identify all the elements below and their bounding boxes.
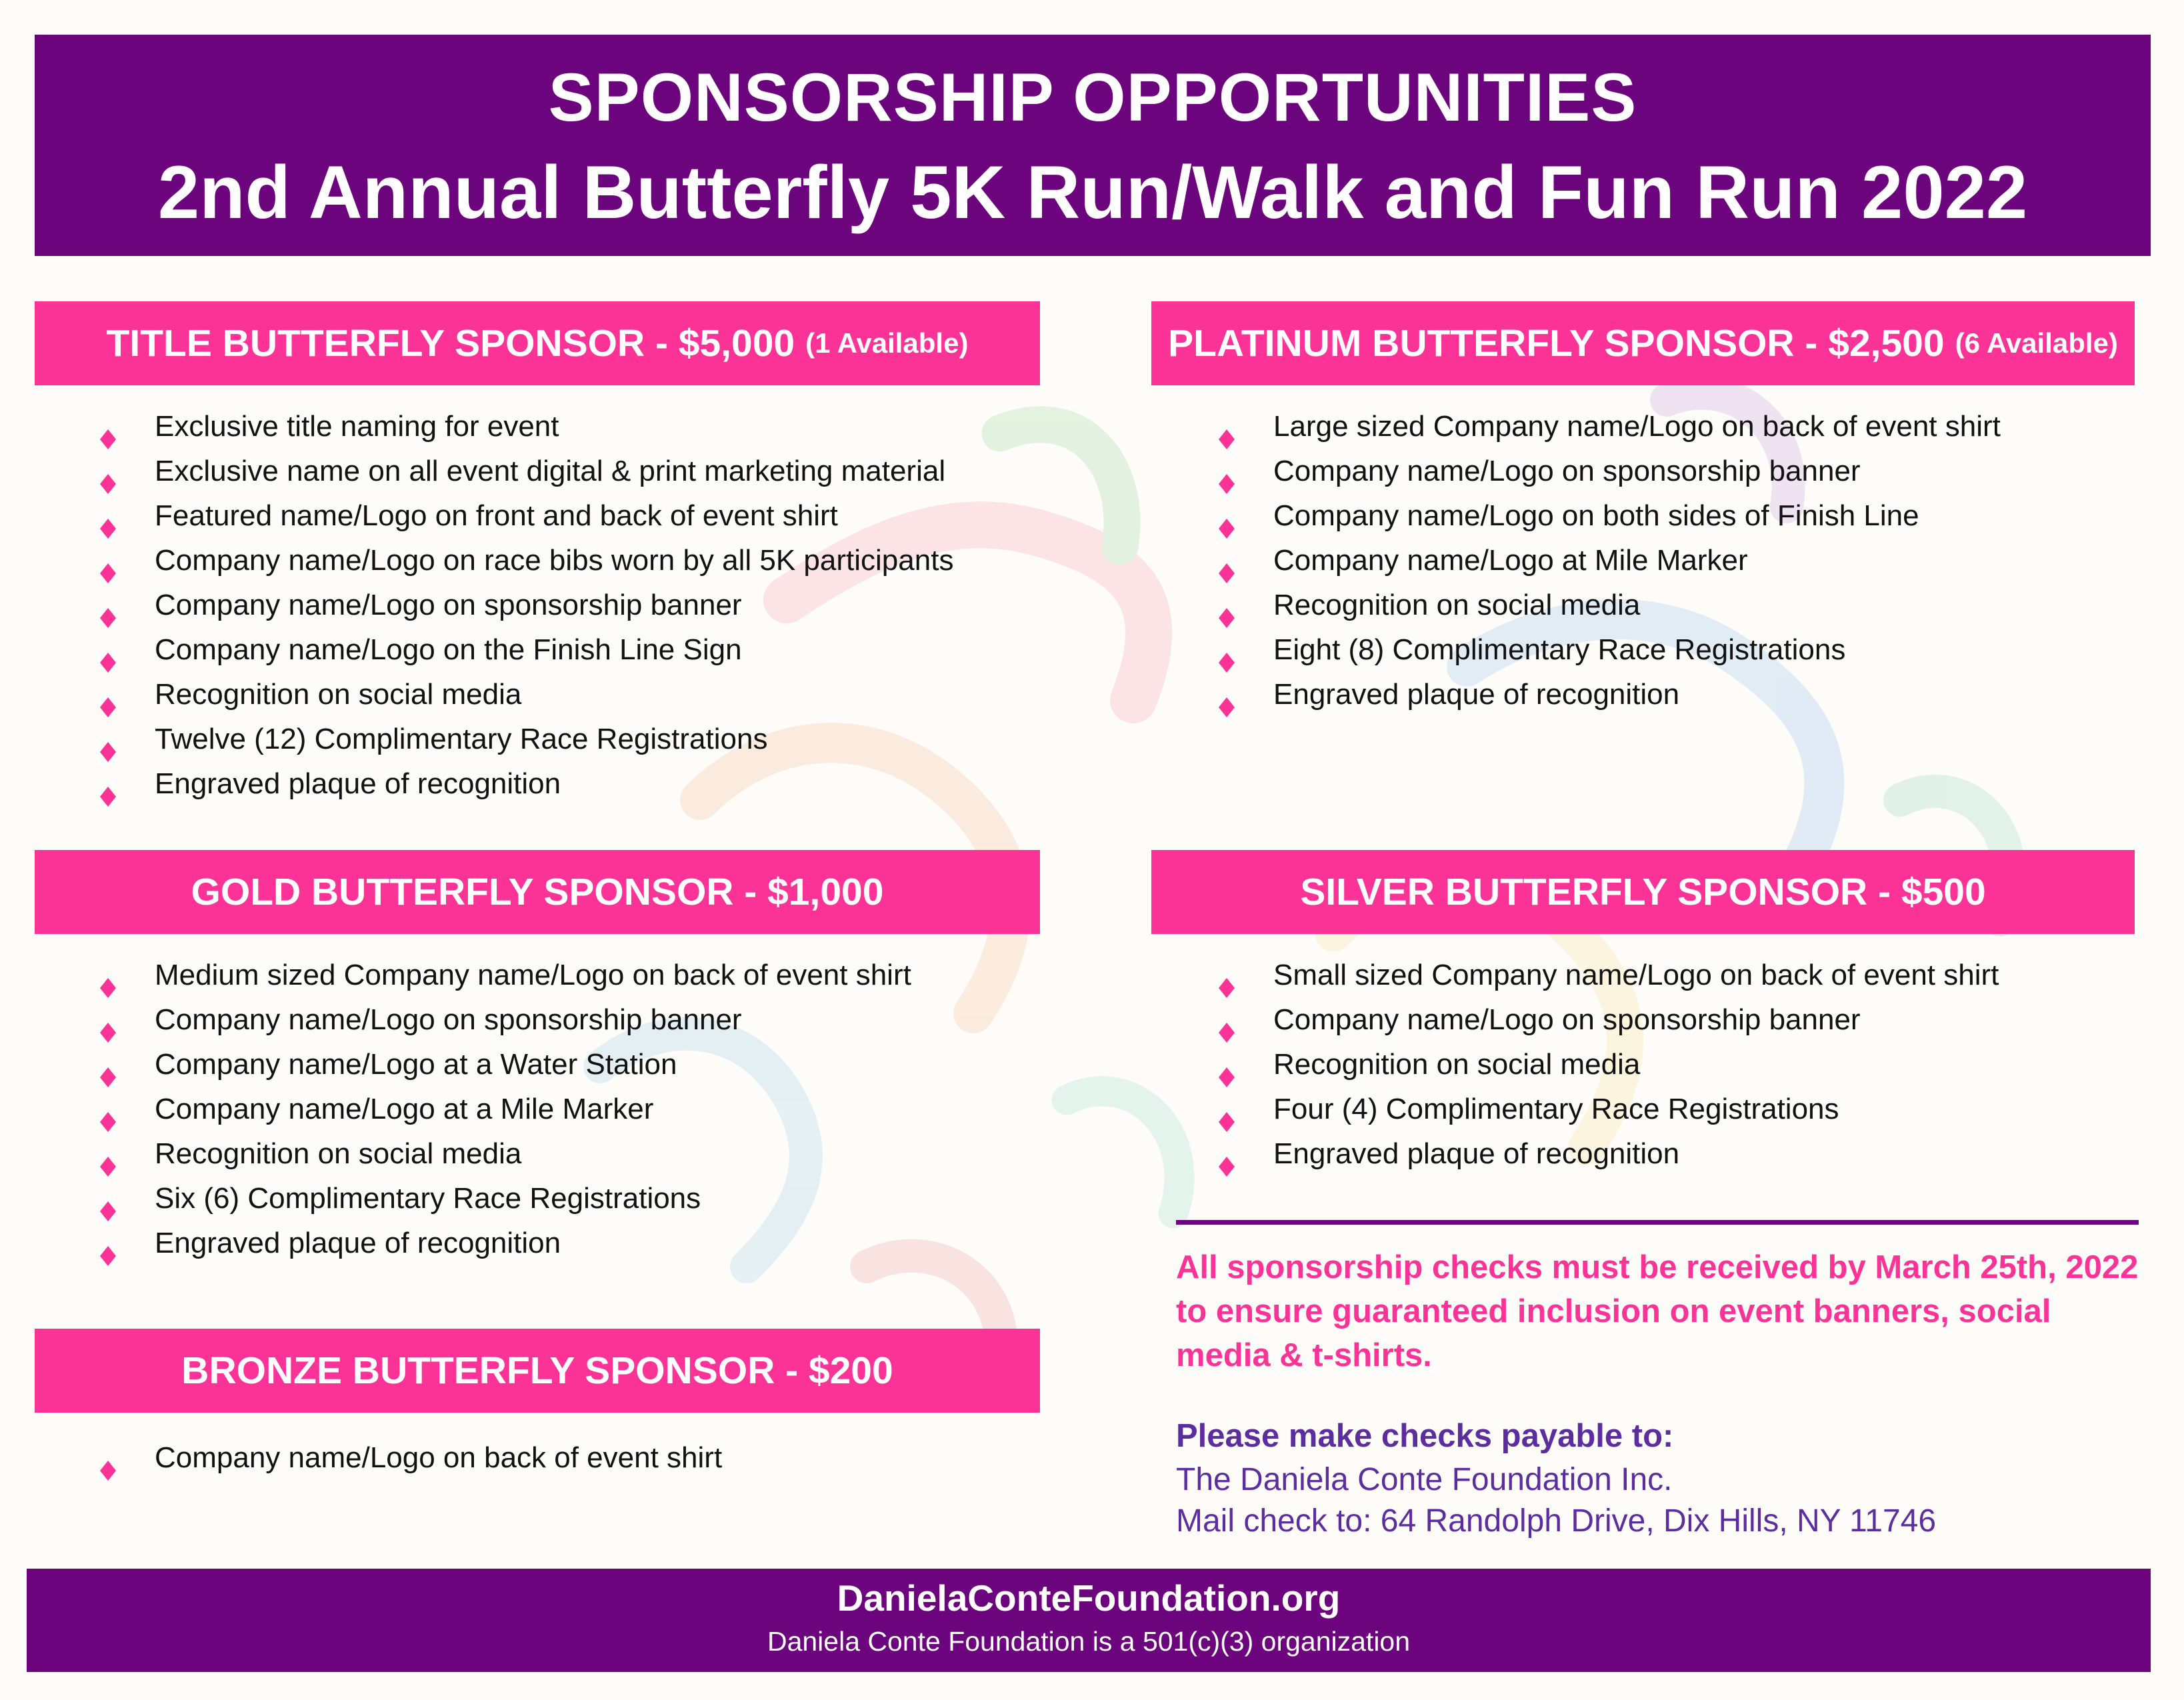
diamond-bullet-icon — [100, 507, 116, 527]
diamond-bullet-icon — [1219, 462, 1235, 482]
tier-bronze-benefits — [35, 1435, 722, 1480]
benefit-item: Company name/Logo at a Mile Marker — [35, 1087, 911, 1131]
tier-gold-benefits — [35, 953, 911, 1265]
diamond-bullet-icon — [100, 685, 116, 705]
benefit-item: Company name/Logo on sponsorship banner — [1153, 449, 2001, 493]
tier-gold-header — [35, 850, 1040, 934]
benefit-item: Twelve (12) Complimentary Race Registrations — [35, 717, 953, 761]
tier-platinum-name: PLATINUM BUTTERFLY SPONSOR - $2,500 — [1168, 322, 1945, 365]
event-subtitle: 2nd Annual Butterfly 5K Run/Walk and Fun Run 2022 — [157, 151, 2028, 234]
tier-title-benefits — [35, 404, 953, 806]
tier-bronze-header — [35, 1329, 1040, 1413]
benefit-item: Company name/Logo on the Finish Line Sign — [35, 627, 953, 672]
benefit-item: Company name/Logo on sponsorship banner — [35, 997, 911, 1042]
benefit-item: Engraved plaque of recognition — [1153, 672, 2001, 717]
benefit-item: Eight (8) Complimentary Race Registrations — [1153, 627, 2001, 672]
tier-silver-name: SILVER BUTTERFLY SPONSOR - $500 — [1300, 871, 1986, 913]
website-link[interactable]: DanielaConteFoundation.org — [837, 1577, 1341, 1619]
diamond-bullet-icon — [1219, 551, 1235, 571]
tier-platinum-availability: (6 Available) — [1955, 327, 2118, 359]
benefit-item: Company name/Logo on sponsorship banner — [1153, 997, 1999, 1042]
benefit-item: Exclusive name on all event digital & print marketing material — [35, 449, 953, 493]
benefit-item: Four (4) Complimentary Race Registrations — [1153, 1087, 1999, 1131]
benefit-item: Recognition on social media — [35, 672, 953, 717]
benefit-item: Six (6) Complimentary Race Registrations — [35, 1176, 911, 1221]
tier-title-availability: (1 Available) — [805, 327, 969, 359]
mailing-address: Mail check to: 64 Randolph Drive, Dix Hills, NY 11746 — [1176, 1503, 1937, 1539]
benefit-item: Featured name/Logo on front and back of event shirt — [35, 493, 953, 538]
footer-banner — [27, 1569, 2151, 1672]
tier-platinum-header — [1151, 301, 2135, 385]
diamond-bullet-icon — [100, 462, 116, 482]
diamond-bullet-icon — [1219, 417, 1235, 437]
diamond-bullet-icon — [1219, 596, 1235, 616]
diamond-bullet-icon — [1219, 1145, 1235, 1165]
diamond-bullet-icon — [100, 1055, 116, 1075]
benefit-item: Company name/Logo at Mile Marker — [1153, 538, 2001, 583]
page-title: SPONSORSHIP OPPORTUNITIES — [548, 59, 1637, 135]
payable-heading: Please make checks payable to: — [1176, 1418, 1674, 1454]
diamond-bullet-icon — [100, 966, 116, 986]
benefit-item: Company name/Logo at a Water Station — [35, 1042, 911, 1087]
benefit-item: Company name/Logo on race bibs worn by all 5K participants — [35, 538, 953, 583]
benefit-item: Company name/Logo on sponsorship banner — [35, 583, 953, 627]
diamond-bullet-icon — [100, 1145, 116, 1165]
diamond-bullet-icon — [1219, 1011, 1235, 1031]
diamond-bullet-icon — [100, 641, 116, 661]
benefit-item: Large sized Company name/Logo on back of event shirt — [1153, 404, 2001, 449]
benefit-item: Company name/Logo on both sides of Finish Line — [1153, 493, 2001, 538]
diamond-bullet-icon — [100, 1449, 116, 1469]
benefit-item: Engraved plaque of recognition — [35, 761, 953, 806]
diamond-bullet-icon — [100, 1189, 116, 1209]
diamond-bullet-icon — [100, 775, 116, 795]
benefit-item: Engraved plaque of recognition — [1153, 1131, 1999, 1176]
diamond-bullet-icon — [100, 596, 116, 616]
diamond-bullet-icon — [1219, 1100, 1235, 1120]
diamond-bullet-icon — [1219, 507, 1235, 527]
payee-name: The Daniela Conte Foundation Inc. — [1176, 1462, 1673, 1497]
tier-gold-name: GOLD BUTTERFLY SPONSOR - $1,000 — [191, 871, 884, 913]
diamond-bullet-icon — [100, 1011, 116, 1031]
tier-platinum-benefits — [1153, 404, 2001, 717]
tier-bronze-name: BRONZE BUTTERFLY SPONSOR - $200 — [181, 1349, 893, 1392]
tier-silver-header — [1151, 850, 2135, 934]
benefit-item: Recognition on social media — [1153, 583, 2001, 627]
tier-title-name: TITLE BUTTERFLY SPONSOR - $5,000 — [106, 322, 795, 365]
diamond-bullet-icon — [1219, 966, 1235, 986]
benefit-item: Exclusive title naming for event — [35, 404, 953, 449]
benefit-item: Engraved plaque of recognition — [35, 1221, 911, 1265]
benefit-item: Small sized Company name/Logo on back of event shirt — [1153, 953, 1999, 997]
benefit-item: Medium sized Company name/Logo on back of event shirt — [35, 953, 911, 997]
diamond-bullet-icon — [100, 417, 116, 437]
tier-silver-benefits — [1153, 953, 1999, 1176]
benefit-item: Recognition on social media — [35, 1131, 911, 1176]
diamond-bullet-icon — [100, 551, 116, 571]
organization-tagline: Daniela Conte Foundation is a 501(c)(3) organization — [767, 1626, 1411, 1657]
benefit-item: Recognition on social media — [1153, 1042, 1999, 1087]
diamond-bullet-icon — [1219, 685, 1235, 705]
deadline-notice: All sponsorship checks must be received by March 25th, 2022 to ensure guaranteed inclusion on event banners, social media & t-shirts. — [1176, 1249, 2139, 1373]
section-divider — [1176, 1220, 2139, 1225]
benefit-item: Company name/Logo on back of event shirt — [35, 1435, 722, 1480]
diamond-bullet-icon — [1219, 1055, 1235, 1075]
tier-title-header — [35, 301, 1040, 385]
diamond-bullet-icon — [100, 1234, 116, 1254]
diamond-bullet-icon — [100, 1100, 116, 1120]
header-banner — [35, 35, 2151, 256]
diamond-bullet-icon — [1219, 641, 1235, 661]
diamond-bullet-icon — [100, 730, 116, 750]
